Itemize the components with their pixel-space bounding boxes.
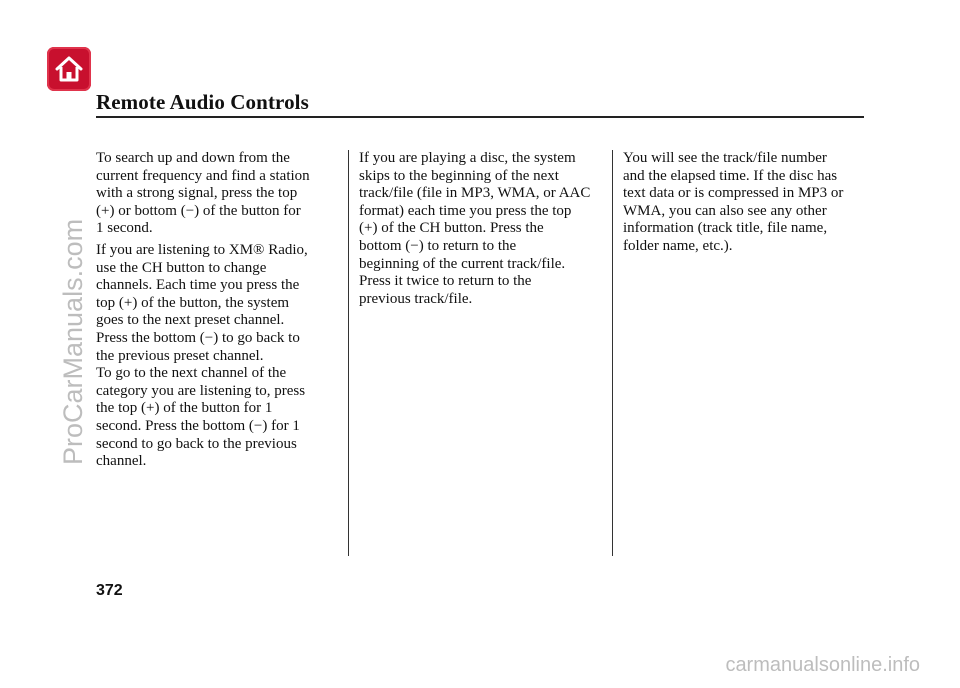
text-column-3 [623, 150, 863, 260]
paragraph-xm-radio: If you are listening to XM® Radio, use the CH button to change channels. Each time you press the top (+) of the button, the system goes to the next preset channel. Press the bottom (−) to go back to the previous preset channel. To go to the next channel of the category you are listening to, press the top (+) of the button for 1 second. Press the bottom (−) for 1 second to go back to the previous channel. [96, 241, 308, 470]
text-column-2 [359, 150, 609, 312]
paragraph-track-info: You will see the track/file number and the elapsed time. If the disc has text data or is compressed in MP3 or WMA, you can also see any other information (track title, file name, folder name, etc.). [623, 150, 844, 254]
page-number: 372 [96, 582, 123, 599]
paragraph-disc-tracks: If you are playing a disc, the system skips to the beginning of the next track/file (file in MP3, WMA, or AAC format) each time you press the top (+) of the CH button. Press the bottom (−) to return to the beginning of the current track/file. Press it twice to return to the previous track/file. [359, 150, 591, 307]
watermark-left: ProCarManuals.com [58, 218, 88, 465]
title-divider [96, 116, 864, 118]
column-divider [612, 150, 613, 556]
column-divider [348, 150, 349, 556]
section-title: Remote Audio Controls [96, 90, 309, 114]
text-column-1 [96, 150, 336, 475]
watermark-bottom: carmanualsonline.info [725, 654, 920, 676]
paragraph-search-station: To search up and down from the current frequency and find a station with a strong signal, press the top (+) or bottom (−) of the button for 1 second. [96, 150, 310, 237]
home-icon [54, 55, 84, 83]
home-button[interactable] [47, 47, 91, 91]
